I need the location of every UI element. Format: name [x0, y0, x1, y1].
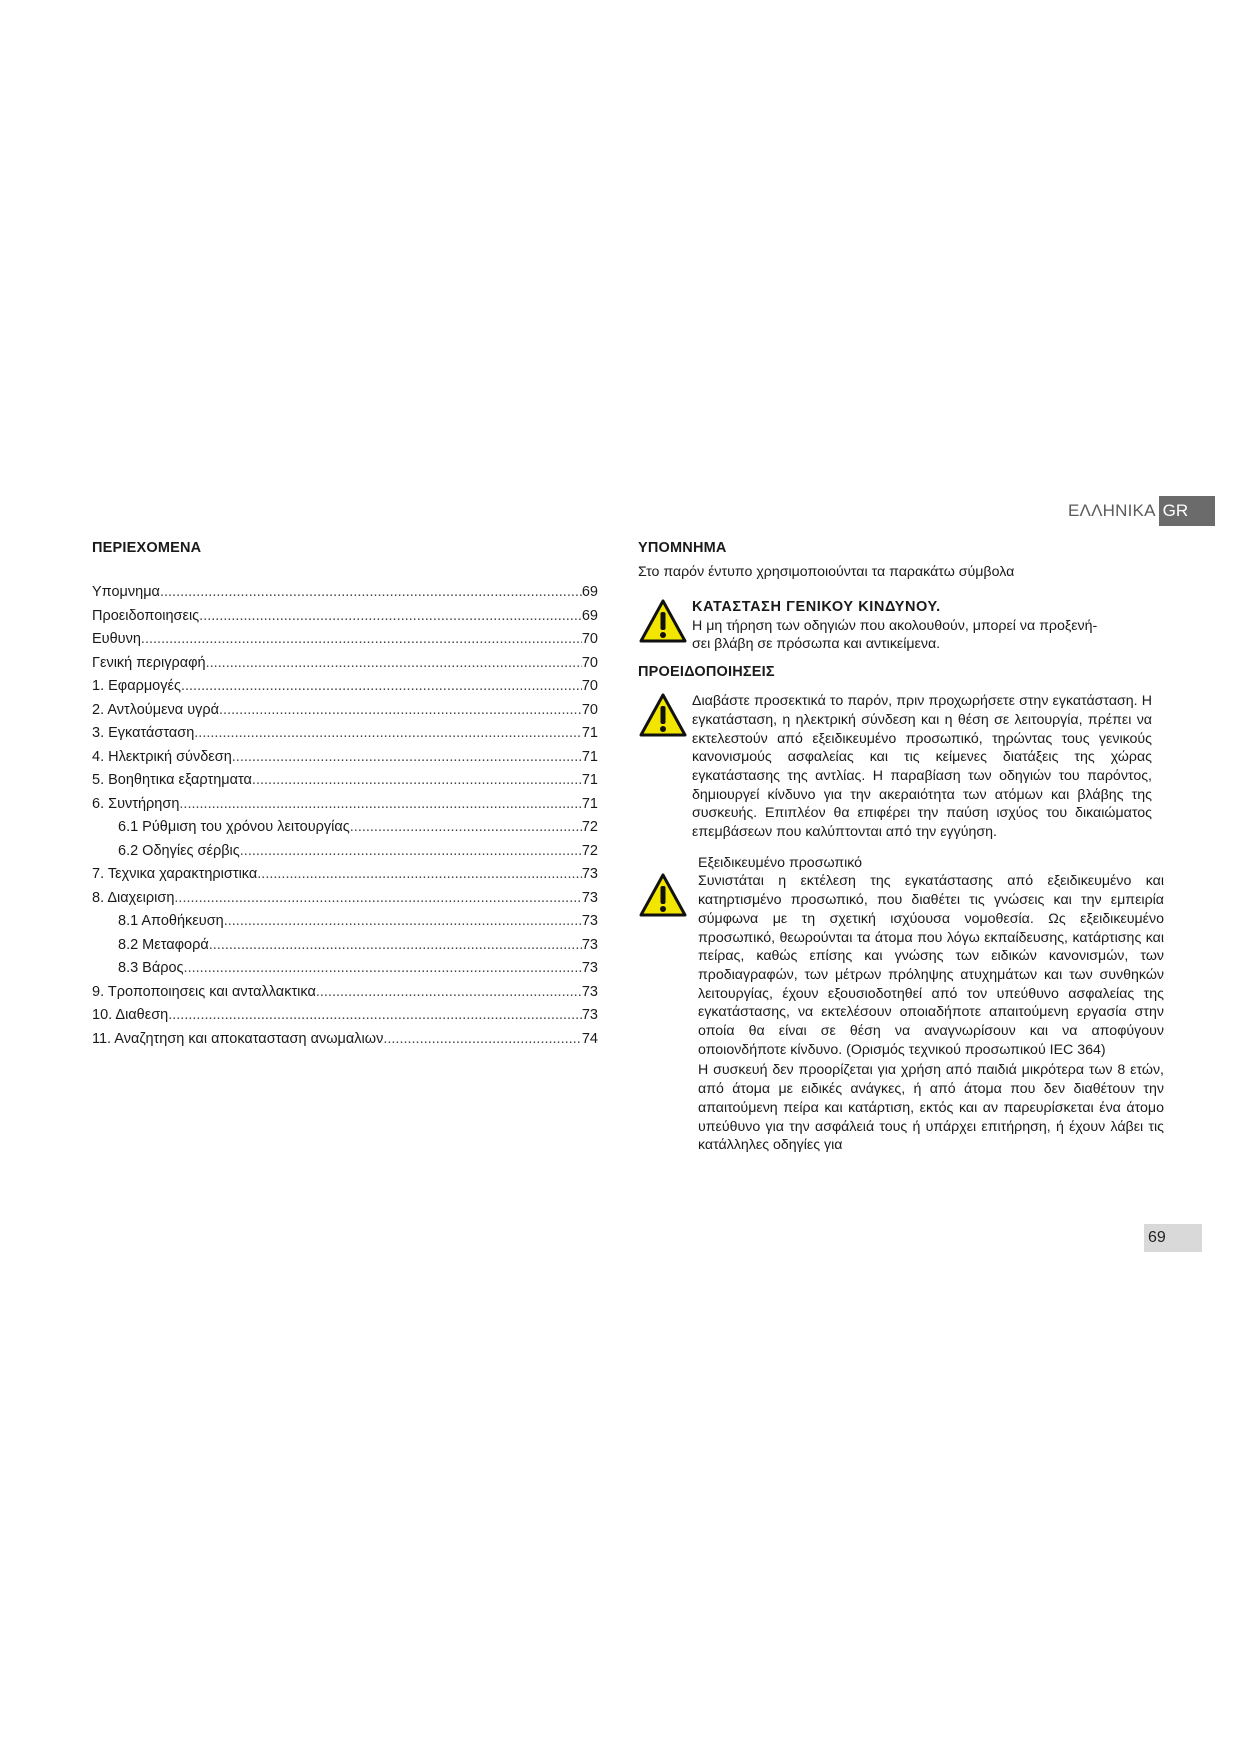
toc-entry-page: 70	[581, 631, 598, 647]
toc-entry-label: 4. Ηλεκτρική σύνδεση	[92, 748, 232, 765]
warning-triangle-icon	[638, 872, 688, 918]
warning-triangle-icon	[638, 692, 688, 738]
toc-entry-page: 71	[581, 725, 598, 741]
toc-entry-page: 71	[581, 772, 598, 788]
toc-entry-label: 8. Διαχειριση	[92, 889, 175, 906]
toc-entry	[92, 608, 598, 632]
toc-entry	[92, 584, 598, 608]
toc-entry-page: 69	[581, 607, 598, 624]
toc-entry	[92, 678, 598, 702]
toc-entry	[92, 1031, 598, 1055]
toc-entry-label: Προειδοποιησεις	[92, 607, 200, 624]
toc-entry-page: 73	[581, 960, 598, 976]
toc-entry	[92, 819, 598, 843]
toc-entry-page: 73	[581, 983, 598, 1000]
toc-title: ΠΕΡΙΕΧΟΜΕΝΑ	[92, 540, 202, 556]
toc-entry-page: 70	[581, 654, 598, 671]
qualified-staff-title: Εξειδικευμένο προσωπικό	[698, 854, 863, 871]
toc-leader-dots	[141, 631, 582, 647]
toc-entry-label: 5. Βοηθητικα εξαρτηματα	[92, 772, 252, 788]
toc-entry	[92, 984, 598, 1008]
toc-leader-dots	[168, 1007, 582, 1023]
warning-triangle-icon	[638, 598, 688, 644]
toc-entry-label: 8.1 Αποθήκευση	[118, 913, 224, 929]
toc-entry-page: 70	[581, 701, 598, 718]
toc-entry	[92, 1007, 598, 1031]
toc-leader-dots	[160, 584, 582, 600]
warning-block-2	[638, 854, 1178, 1155]
toc-entry-label: Υπομνημα	[92, 584, 160, 600]
qualified-staff-text: Συνιστάται η εκτέλεση της εγκατάστασης από εξειδικευμένο και κατηρτισμένο προσωπικό, που διαθέτει τις γνώσεις και την εμπειρία σύμφωνα με τη σχετική ισχύουσα νομοθεσία. Ως εξειδικευμένο προσωπικό, θεωρούνται τα άτομα που λόγω εκπαίδευσης, κατάρτισης και πείρας, καθώς επίσης και γνώσης των ειδικών κανονισμών, των προδιαγραφών, των μέτρων πρόληψης ατυχημάτων και των συνθηκών λειτουργίας, έχουν εξουσιοδοτηθεί από τον υπεύθυνο ασφαλείας της εγκατάστασης, να εκτελέσουν οποιαδήποτε απαιτούμενη εργασία στην οποία θα είναι σε θέση να αναγνωρίσουν και να αποφύγουν οποιονδήποτε κίνδυνο. (Ορισμός τεχνικού προσωπικού IEC 364)	[698, 873, 1164, 1058]
toc-entry	[92, 749, 598, 773]
toc-leader-dots	[350, 819, 582, 835]
toc-leader-dots	[179, 796, 581, 812]
toc-leader-dots	[316, 984, 582, 1000]
toc-entry	[92, 772, 598, 796]
toc-entry	[92, 937, 598, 961]
warning-text-1: Διαβάστε προσεκτικά το παρόν, πριν προχωρήσετε στην εγκατάσταση. Η εγκατάσταση, η ηλεκτρική σύνδεση και η θέση σε λειτουργία, πρέπει να εκτελεστούν από εξειδικευμένο προσωπικό, τηρώντας τους γενικούς κανονισμούς ασφαλείας και τις κείμενες διατάξεις της χώρας εγκατάστασης της αντλίας. Η παραβίαση των οδηγιών του παρόντος, δημιουργεί κίνδυνο για την ακεραιότητα των ατόμων και βλάβης της συσκευής. Επιπλέον θα επιφέρει την παύση ισχύος του δικαιώματος επεμβάσεων που καλύπτονται από την εγγύηση.	[692, 693, 1152, 841]
toc-entry-page: 71	[581, 795, 598, 812]
toc-entry-label: 3. Εγκατάσταση	[92, 725, 195, 741]
danger-legend	[638, 598, 1178, 654]
toc-entry-page: 72	[581, 842, 598, 859]
toc-leader-dots	[240, 843, 582, 859]
toc-entry	[92, 960, 598, 984]
toc-entry-label: 8.2 Μεταφορά	[118, 936, 209, 953]
toc-entry-page: 73	[581, 936, 598, 953]
toc-entry-page: 73	[581, 1007, 598, 1023]
toc-entry	[92, 725, 598, 749]
toc-entry	[92, 913, 598, 937]
toc-entry-label: 8.3 Βάρος	[118, 960, 184, 976]
toc-entry-label: 9. Τροποποιησεις και ανταλλακτικα	[92, 983, 316, 1000]
toc-entry	[92, 702, 598, 726]
language-code-badge: GR	[1159, 496, 1215, 526]
toc-leader-dots	[232, 749, 582, 765]
toc-entry-label: Γενική περιγραφή	[92, 654, 206, 671]
warning-block-1	[638, 692, 1178, 842]
toc-entry-page: 73	[581, 866, 598, 882]
warnings-heading: ΠΡΟΕΙΔΟΠΟΙΗΣΕΙΣ	[638, 664, 775, 681]
toc-entry-label: 11. Αναζητηση και αποκατασταση ανωμαλιων	[92, 1030, 384, 1047]
danger-line-2: σει βλάβη σε πρόσωπα και αντικείμενα.	[692, 636, 941, 653]
toc-entry-label: 10. Διαθεση	[92, 1007, 169, 1023]
danger-title: ΚΑΤΑΣΤΑΣΗ ΓΕΝΙΚΟΥ ΚΙΝΔΥΝΟΥ.	[692, 599, 941, 615]
toc-list	[92, 584, 598, 1054]
toc-leader-dots	[219, 702, 582, 718]
toc-entry-page: 72	[581, 819, 598, 835]
toc-entry-page: 70	[581, 678, 598, 694]
toc-leader-dots	[209, 937, 582, 953]
language-label: ΕΛΛΗΝΙΚΑ	[1068, 501, 1156, 520]
toc-entry	[92, 655, 598, 679]
children-warning-text: Η συσκευή δεν προορίζεται για χρήση από παιδιά μικρότερα των 8 ετών, από άτομα με ειδικές ανάγκες, ή από άτομα που δεν διαθέτουν την απαιτούμενη πείρα και κατάρτιση, εκτός και αν παρευρίσκεται ένα άτομο υπεύθυνο για την ασφάλειά τους ή υπάρχει επιτήρηση, ή έχουν λάβει τις κατάλληλες οδηγίες για	[698, 1062, 1164, 1154]
toc-entry	[92, 890, 598, 914]
toc-entry-label: 1. Εφαρμογές	[92, 678, 181, 694]
toc-entry-label: 7. Τεχνικα χαρακτηριστικα	[92, 866, 258, 882]
toc-leader-dots	[181, 678, 582, 694]
toc-leader-dots	[257, 866, 582, 882]
toc-entry-page: 74	[581, 1030, 598, 1047]
toc-entry	[92, 631, 598, 655]
danger-line-1: Η μη τήρηση των οδηγιών που ακολουθούν, μπορεί να προξενή-	[692, 617, 1098, 634]
toc-entry	[92, 866, 598, 890]
toc-leader-dots	[184, 960, 582, 976]
toc-leader-dots	[383, 1031, 582, 1047]
toc-entry-page: 73	[581, 889, 598, 906]
table-of-contents	[92, 540, 598, 1054]
toc-entry-label: 6.2 Οδηγίες σέρβις	[118, 842, 240, 859]
toc-entry-page: 73	[581, 913, 598, 929]
toc-leader-dots	[194, 725, 582, 741]
legend-heading: ΥΠΟΜΝΗΜΑ	[638, 540, 727, 556]
toc-entry-label: 6. Συντήρηση	[92, 795, 180, 812]
toc-entry-label: 6.1 Ρύθμιση του χρόνου λειτουργίας	[118, 819, 350, 835]
toc-leader-dots	[252, 772, 582, 788]
toc-leader-dots	[199, 608, 582, 624]
toc-entry-page: 71	[581, 748, 598, 765]
toc-entry-label: Ευθυνη	[92, 631, 141, 647]
page-number-badge: 69	[1144, 1224, 1202, 1252]
toc-leader-dots	[224, 913, 582, 929]
right-column	[638, 540, 1178, 1155]
toc-entry	[92, 796, 598, 820]
toc-entry-page: 69	[581, 584, 598, 600]
toc-entry-label: 2. Αντλούμενα υγρά	[92, 701, 220, 718]
legend-intro: Στο παρόν έντυπο χρησιμοποιούνται τα παρακάτω σύμβολα	[638, 564, 1015, 580]
language-tab	[1068, 496, 1215, 526]
toc-leader-dots	[174, 890, 581, 906]
toc-entry	[92, 843, 598, 867]
toc-leader-dots	[206, 655, 582, 671]
